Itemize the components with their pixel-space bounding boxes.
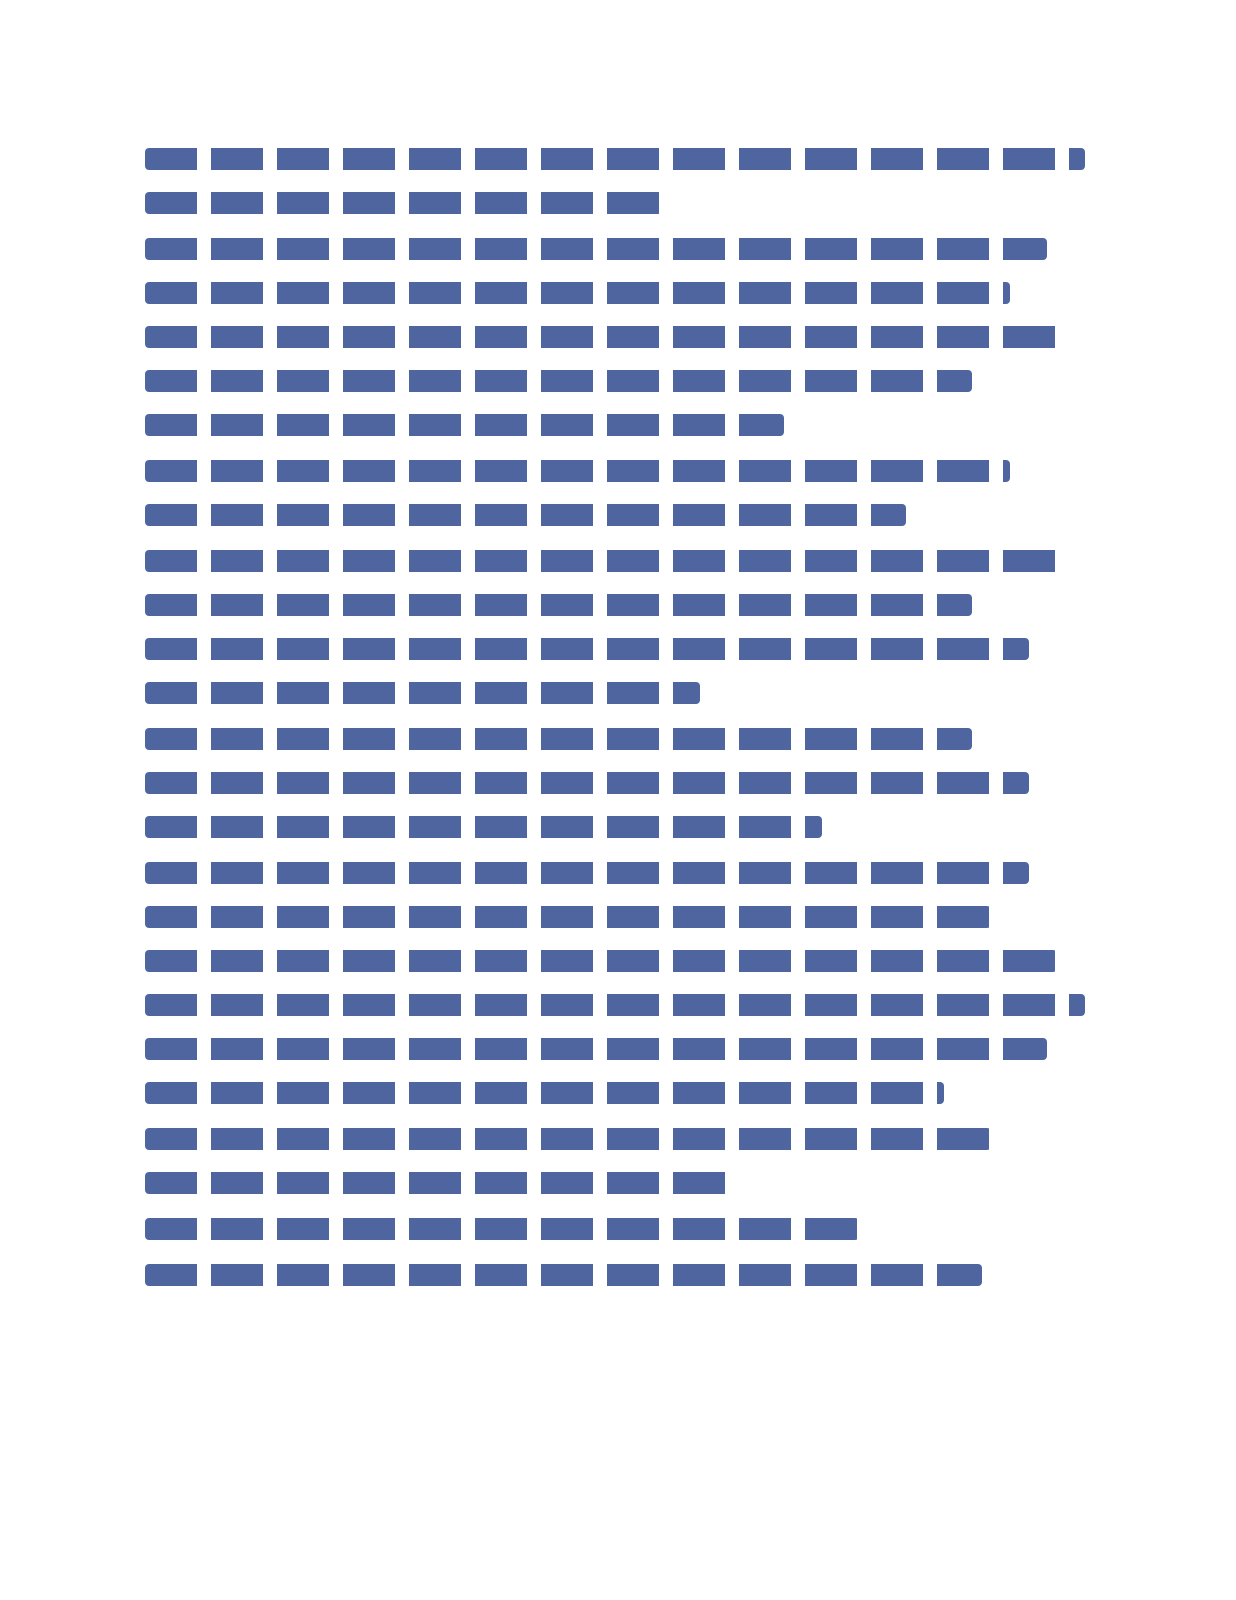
text-line [145,1218,859,1240]
text-line [145,504,906,526]
text-line [145,906,991,928]
text-line [145,326,1066,348]
text-line [145,1038,1047,1060]
text-line [145,950,1057,972]
text-line [145,1172,737,1194]
text-line [145,192,662,214]
text-line [145,594,972,616]
text-line [145,816,822,838]
text-line [145,1128,991,1150]
paragraph-7 [145,1128,1085,1194]
paragraph-2 [145,238,1085,436]
text-line [145,460,1010,482]
document-body [145,148,1085,1310]
text-line [145,370,972,392]
text-line [145,1082,944,1104]
paragraph-4 [145,550,1085,704]
text-line [145,772,1029,794]
text-line [145,414,784,436]
text-line [145,282,1010,304]
text-line [145,638,1029,660]
text-line [145,862,1029,884]
text-line [145,148,1085,170]
text-line [145,1264,982,1286]
paragraph-5 [145,728,1085,838]
text-line [145,728,972,750]
paragraph-8 [145,1218,1085,1240]
paragraph-1 [145,148,1085,214]
text-line [145,550,1066,572]
text-line [145,682,700,704]
paragraph-3 [145,460,1085,526]
text-line [145,238,1047,260]
text-line [145,994,1085,1016]
paragraph-6 [145,862,1085,1104]
paragraph-9 [145,1264,1085,1286]
